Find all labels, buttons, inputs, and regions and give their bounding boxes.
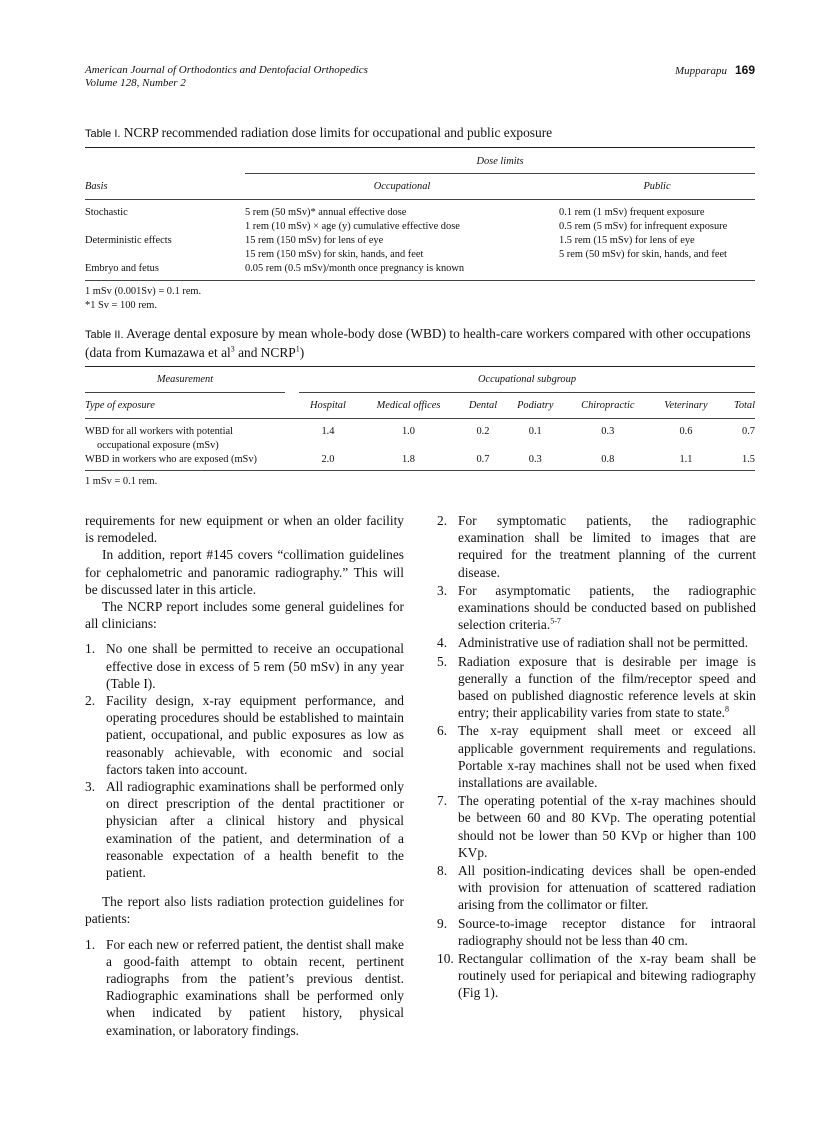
table-2	[85, 325, 755, 489]
table-row	[85, 453, 755, 467]
item-text: The x-ray equipment shall meet or exceed all applicable government requirements and regulations. Portable x-ray machines shall not be used when fixed installations are available.	[458, 723, 756, 791]
column-header: Podiatry	[517, 400, 554, 411]
item-number: 2.	[437, 513, 448, 528]
cell-occ: 15 rem (150 mSv) for lens of eye	[245, 235, 384, 246]
journal-volume: Volume 128, Number 2	[85, 77, 186, 89]
list-item	[437, 792, 756, 861]
item-text: Rectangular collimation of the x-ray beam shall be routinely used for periapical and bitewing radiography (Fig 1).	[458, 951, 756, 1001]
row-label-line: WBD in workers who are exposed (mSv)	[85, 454, 257, 465]
cell-value: 0.3	[528, 454, 542, 465]
cell-value: 0.6	[679, 426, 693, 437]
list-item	[437, 653, 756, 722]
cell-value: 1.5	[742, 454, 755, 465]
table-1-footnote-1: 1 mSv (0.001Sv) = 0.1 rem.	[85, 286, 202, 297]
item-number: 1.	[85, 936, 96, 952]
row-label-line: occupational exposure (mSv)	[97, 440, 219, 451]
table-row	[85, 425, 755, 453]
list-item	[437, 634, 756, 651]
item-number: 9.	[437, 915, 448, 931]
item-number: 10.	[437, 951, 454, 967]
cell-value: 0.3	[601, 426, 615, 437]
row-label	[85, 453, 285, 467]
item-text: No one shall be permitted to receive an occupational effective dose in excess of 5 rem (50 mSv) in any year (Table I).	[106, 641, 404, 691]
item-text: Radiation exposure that is desirable per image is generally a function of the film/receptor speed and based on published diagnostic reference levels at skin entry; their applicability varies from state to state.	[458, 653, 756, 721]
row-label	[85, 425, 285, 453]
item-text: All position-indicating devices shall be open-ended with provision for attenuation of scattered radiation arising from the collimator or filter.	[458, 863, 756, 913]
list-item	[437, 915, 756, 949]
column-header: Medical offices	[376, 400, 441, 411]
left-column	[85, 512, 404, 1047]
patient-guidelines-list-continued	[437, 512, 756, 1002]
cell-occ: 5 rem (50 mSv)* annual effective dose	[245, 207, 407, 218]
cell-value: 0.7	[476, 454, 490, 465]
cell-occ: 1 rem (10 mSv) × age (y) cumulative effective dose	[245, 221, 460, 232]
clinician-guidelines-list	[85, 640, 404, 881]
col-public: Public	[643, 181, 671, 192]
list-item	[437, 582, 756, 634]
item-text: All radiographic examinations shall be performed only on direct prescription of the dental practitioner or physician after a clinical history and physical examination of the patient, and determination of a reasonable expectation of a health benefit to the patient.	[106, 779, 404, 881]
list-item	[437, 512, 756, 581]
table-row	[85, 220, 755, 234]
cell-value: 0.2	[476, 426, 490, 437]
running-header	[85, 64, 755, 90]
table-1	[85, 124, 755, 313]
journal-name: American Journal of Orthodontics and Dentofacial Orthopedics	[85, 64, 368, 76]
col-occupational: Occupational	[373, 181, 431, 192]
table-row	[85, 262, 755, 276]
item-text: For symptomatic patients, the radiographic examination shall be limited to images that are required for the treatment planning of the current disease.	[458, 513, 756, 580]
cell-value: 0.8	[601, 454, 615, 465]
list-item	[437, 950, 756, 1002]
list-item	[85, 778, 404, 881]
item-number: 6.	[437, 723, 448, 739]
cell-value: 0.1	[528, 426, 542, 437]
table-2-caption: Table II. Average dental exposure by mean whole-body dose (WBD) to health-care workers compared with other occupations (data from Kumazawa et $al^3$ and NCRP$^1$)	[85, 326, 751, 360]
paragraph: The report also lists radiation protection guidelines for patients:	[85, 894, 404, 927]
column-header: Veterinary	[664, 400, 708, 411]
col-basis: Basis	[85, 181, 108, 192]
cell-pub: 5 rem (50 mSv) for skin, hands, and feet	[559, 249, 727, 260]
table-1-caption: Table I. NCRP recommended radiation dose limits for occupational and public exposure	[85, 125, 553, 140]
cell-pub: 1.5 rem (15 mSv) for lens of eye	[559, 235, 695, 246]
table-row	[85, 248, 755, 262]
column-header: Hospital	[310, 400, 346, 411]
column-header: Chiropractic	[581, 400, 635, 411]
list-item	[85, 692, 404, 778]
cell-pub: 0.1 rem (1 mSv) frequent exposure	[559, 207, 705, 218]
paragraph: requirements for new equipment or when an older facility is remodeled.	[85, 513, 404, 546]
item-text: The operating potential of the x-ray machines should be between 60 and 80 KVp. The operating potential should not be lower than 50 KVp or higher than 100 KVp.	[458, 793, 756, 860]
cell-basis	[85, 220, 245, 234]
cell-basis: Embryo and fetus	[85, 263, 159, 274]
right-column	[437, 512, 756, 1010]
citation: 5-7	[550, 616, 561, 626]
page-number: 169	[734, 63, 755, 77]
item-number: 1.	[85, 641, 96, 657]
paragraph: In addition, report #145 covers “collimation guidelines for cephalometric and panoramic radiography.” This will be discussed later in this article.	[85, 547, 404, 597]
cell-value: 1.8	[401, 454, 415, 465]
item-text: For each new or referred patient, the dentist shall make a good-faith attempt to obtain recent, pertinent radiographs from the patient’s previous dentist. Radiographic examinations shall be performed only when indicated by patient history, physical examination, or laboratory findings.	[106, 936, 404, 1038]
item-text: Facility design, x-ray equipment performance, and operating procedures should be established to maintain patient, occupational, and public exposures as low as reasonably achievable, with economic and social factors taken into account.	[106, 693, 404, 777]
list-item	[85, 640, 404, 692]
column-header: Total	[734, 400, 755, 411]
subgroup-header: Occupational subgroup	[477, 374, 577, 385]
item-number: 3.	[437, 582, 448, 598]
patient-guidelines-list	[85, 936, 404, 1039]
item-text: For asymptomatic patients, the radiographic examinations should be conducted based on published selection criteria.	[458, 582, 756, 633]
item-text: Administrative use of radiation shall not be permitted.	[458, 635, 749, 651]
citation: 8	[724, 704, 729, 714]
cell-value: 1.4	[321, 426, 335, 437]
measurement-header: Measurement	[156, 374, 214, 385]
cell-value: 2.0	[321, 454, 335, 465]
table-2-footnote: 1 mSv = 0.1 rem.	[85, 476, 158, 487]
item-number: 4.	[437, 635, 448, 651]
item-number: 3.	[85, 779, 96, 795]
cell-occ: 15 rem (150 mSv) for skin, hands, and feet	[245, 249, 424, 260]
cell-basis	[85, 248, 245, 262]
cell-value: 0.7	[742, 426, 755, 437]
author: Mupparapu	[675, 65, 727, 77]
table-1-footnote-2: *1 Sv = 100 rem.	[85, 300, 157, 311]
item-number: 8.	[437, 863, 448, 879]
list-item	[437, 862, 756, 914]
item-number: 5.	[437, 653, 448, 669]
list-item	[85, 936, 404, 1039]
list-item	[437, 722, 756, 791]
item-text: Source-to-image receptor distance for intraoral radiography should not be less than 40 cm.	[458, 915, 756, 948]
item-number: 2.	[85, 693, 96, 709]
cell-pub	[559, 262, 755, 276]
row-label-line: WBD for all workers with potential	[85, 426, 234, 437]
cell-pub: 0.5 rem (5 mSv) for infrequent exposure	[559, 221, 728, 232]
dose-limits-header: Dose limits	[476, 156, 524, 167]
cell-value: 1.0	[401, 426, 415, 437]
column-header: Type of exposure	[85, 400, 155, 411]
table-row	[85, 206, 755, 220]
cell-value: 1.1	[679, 454, 693, 465]
cell-basis: Stochastic	[85, 207, 128, 218]
table-row	[85, 234, 755, 248]
cell-occ: 0.05 rem (0.5 mSv)/month once pregnancy is known	[245, 263, 465, 274]
cell-basis: Deterministic effects	[85, 235, 172, 246]
item-number: 7.	[437, 793, 448, 809]
column-header: Dental	[468, 400, 498, 411]
paragraph: The NCRP report includes some general guidelines for all clinicians:	[85, 599, 404, 632]
